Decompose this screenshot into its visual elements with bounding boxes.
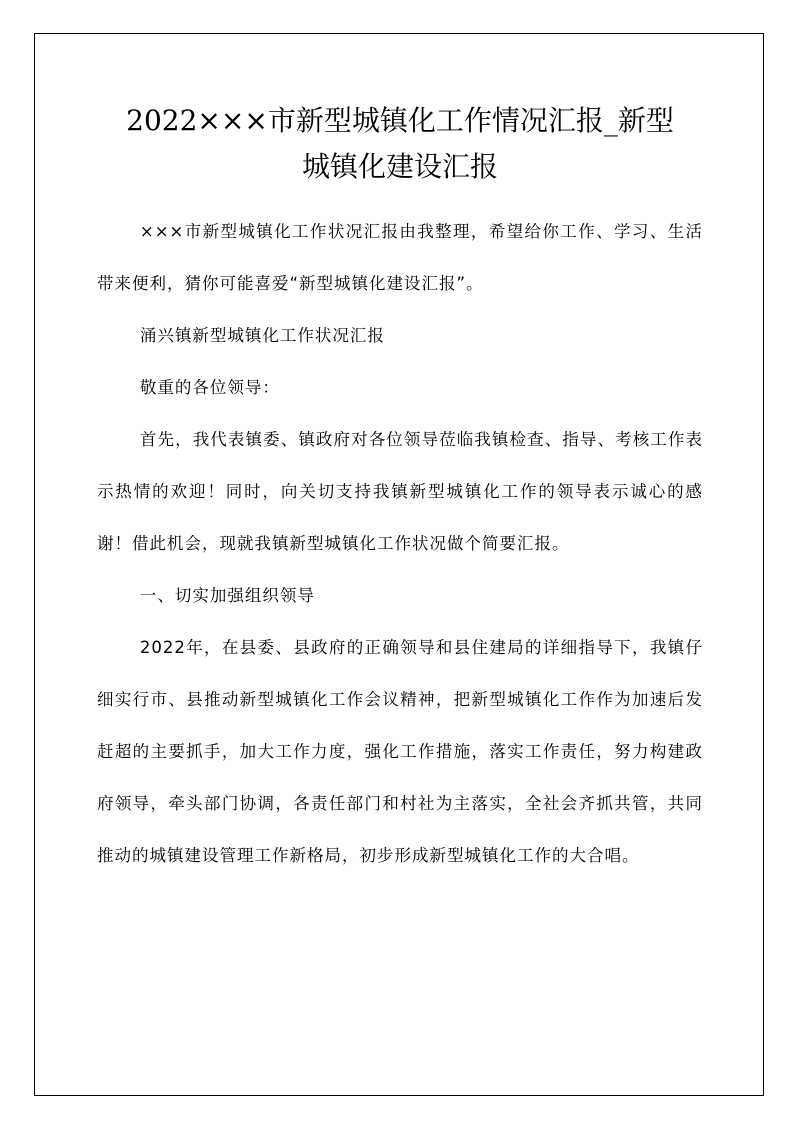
section-heading-1: 一、切实加强组织领导: [139, 586, 315, 605]
document-body: [97, 206, 703, 882]
opening-paragraph: 首先，我代表镇委、镇政府对各位领导莅临我镇检查、指导、考核工作表示热情的欢迎！同时，向关切支持我镇新型城镇化工作的领导表示诚心的感谢！借此机会，现就我镇新型城镇化工作状况做个简要汇报。: [97, 430, 703, 553]
salutation: 敬重的各位领导：: [139, 378, 280, 397]
section-1-paragraph: 2022年，在县委、县政府的正确领导和县住建局的详细指导下，我镇仔细实行市、县推动新型城镇化工作会议精神，把新型城镇化工作作为加速后发赶超的主要抓手，加大工作力度，强化工作措施，落实工作责任，努力构建政府领导，牵头部门协调，各责任部门和村社为主落实，全社会齐抓共管，共同推动的城镇建设管理工作新格局，初步形成新型城镇化工作的大合唱。: [97, 638, 703, 865]
title-line-2: 城镇化建设汇报: [301, 150, 498, 183]
document-title: [60, 98, 740, 190]
intro-paragraph: ×××市新型城镇化工作状况汇报由我整理，希望给你工作、学习、生活带来便利，猜你可能喜爱“新型城镇化建设汇报”。: [97, 222, 703, 293]
title-line-1: 2022×××市新型城镇化工作情况汇报_新型: [126, 104, 674, 137]
report-subtitle: 涌兴镇新型城镇化工作状况汇报: [139, 326, 385, 345]
